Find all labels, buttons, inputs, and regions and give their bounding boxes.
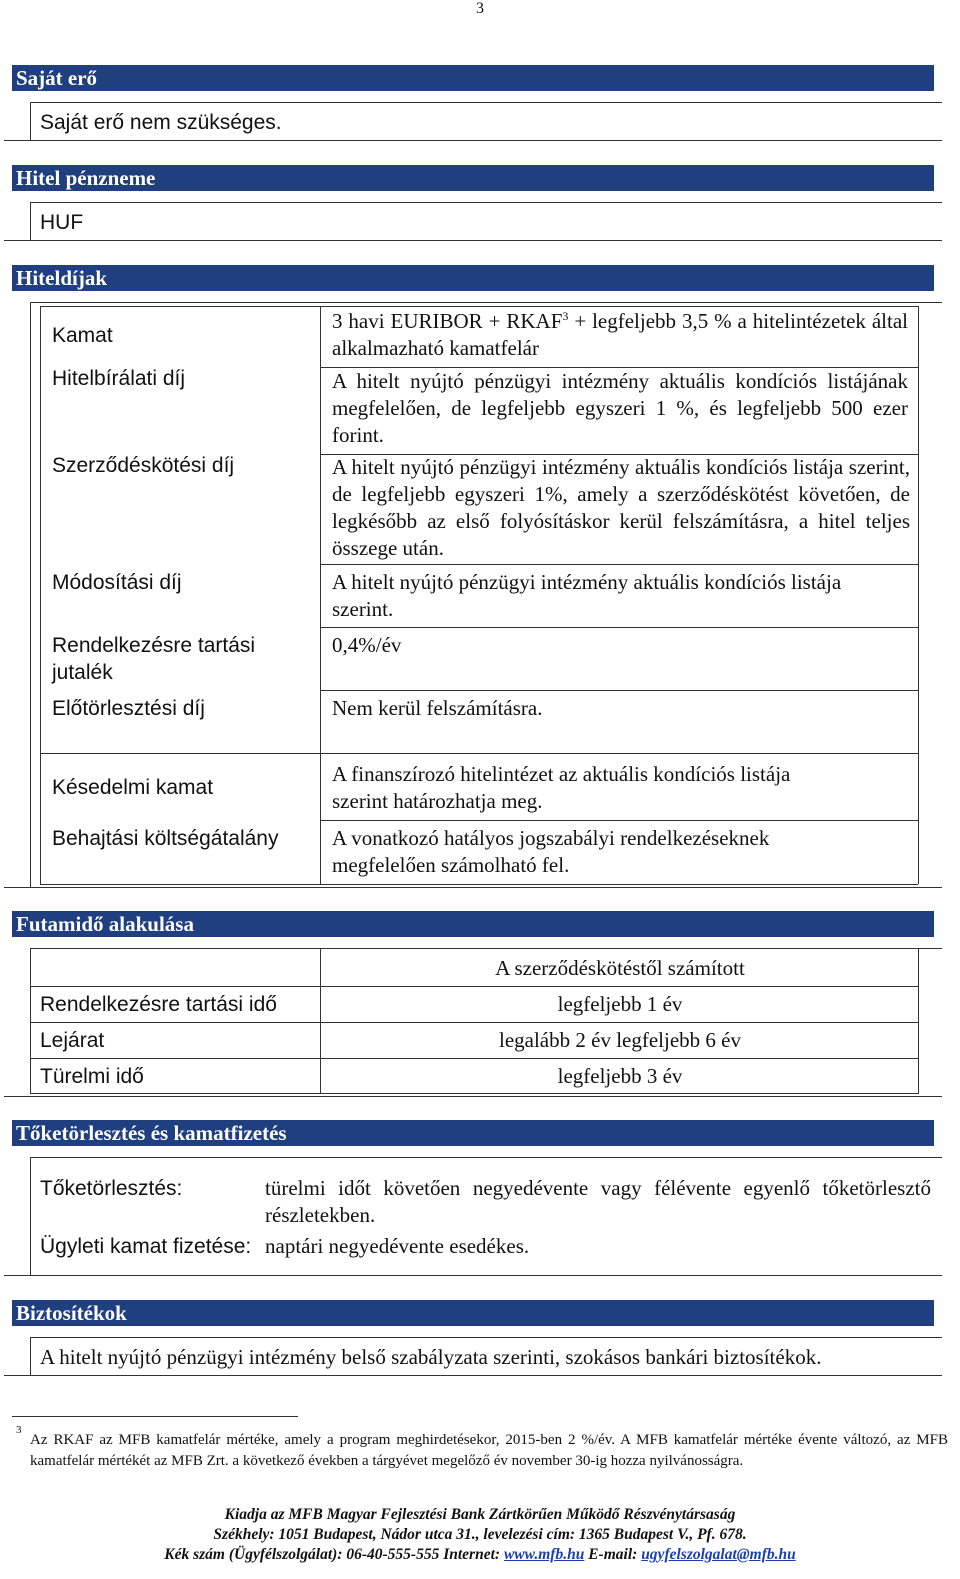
interest-payment-value: naptári negyedévente esedékes. bbox=[265, 1234, 530, 1258]
row-border bbox=[320, 627, 918, 628]
website-link[interactable]: www.mfb.hu bbox=[503, 1546, 585, 1563]
row-border bbox=[30, 1022, 918, 1023]
table-border bbox=[40, 306, 918, 307]
footnote-text: Az RKAF az MFB kamatfelár mértéke, amely a program meghirdetésekor, 2015-ben 2 %/év. A MFB kamatfelár mértéke évente változó, az MFB kamatfelár mértékét az MFB Zrt. a következő években a tárgyévet megelőző év november 30-ig hozza nyilvánosságra. bbox=[30, 1432, 948, 1469]
repayment-label: Tőketörlesztés: bbox=[40, 1177, 183, 1200]
fee-label-modositasi: Módosítási díj bbox=[52, 571, 182, 594]
footer-publisher: Kiadja az MFB Magyar Fejlesztési Bank Zártkörűen Működő Részvénytársaság bbox=[224, 1506, 736, 1523]
fee-label-rendelkezesre: Rendelkezésre tartási jutalék bbox=[52, 634, 256, 684]
section-header-biztositekok: Biztosítékok bbox=[12, 1300, 934, 1326]
divider bbox=[30, 202, 942, 203]
table-border bbox=[40, 306, 41, 884]
fee-value-rendelkezesre: 0,4%/év bbox=[332, 633, 402, 657]
divider bbox=[4, 887, 942, 888]
term-label-lejarat: Lejárat bbox=[40, 1029, 105, 1052]
divider bbox=[4, 1096, 942, 1097]
fee-value-kesedelmi: A finanszírozó hitelintézet az aktuális kondíciós listája szerint határozhatja meg. bbox=[332, 762, 791, 813]
term-value-rendelkezesre: legfeljebb 1 év bbox=[557, 992, 683, 1016]
divider bbox=[30, 1157, 942, 1158]
table-border bbox=[30, 948, 31, 1094]
fee-label-szerzodeskotesi: Szerződéskötési díj bbox=[52, 454, 235, 477]
row-border bbox=[30, 986, 918, 987]
row-border bbox=[30, 1058, 918, 1059]
footer-address: Székhely: 1051 Budapest, Nádor utca 31., levelezési cím: 1365 Budapest V., Pf. 678. bbox=[213, 1526, 747, 1543]
divider bbox=[4, 1275, 942, 1276]
fee-label-kamat: Kamat bbox=[52, 324, 113, 347]
row-border bbox=[320, 820, 918, 821]
divider bbox=[30, 1337, 31, 1375]
repayment-value: türelmi időt követően negyedévente vagy félévente egyenlő tőketörlesztő részletekben. bbox=[265, 1176, 931, 1227]
divider bbox=[30, 202, 31, 240]
term-header: A szerződéskötéstől számított bbox=[495, 956, 745, 980]
fee-value-kamat: 3 havi EURIBOR + $RKAF^3$ + legfeljebb 3,5 % a hitelintézetek által alkalmazható kamatfelár bbox=[332, 309, 908, 360]
divider bbox=[4, 1375, 942, 1376]
currency-text: HUF bbox=[40, 211, 84, 234]
fee-label-kesedelmi: Késedelmi kamat bbox=[52, 776, 214, 799]
collateral-text: A hitelt nyújtó pénzügyi intézmény belső szabályzata szerinti, szokásos bankári biztosítékok. bbox=[40, 1345, 822, 1369]
footnote-mark: 3 bbox=[16, 1424, 22, 1436]
table-border bbox=[918, 948, 919, 1094]
divider bbox=[30, 1157, 31, 1275]
table-border bbox=[918, 306, 919, 884]
divider bbox=[30, 1337, 942, 1338]
term-label-rendelkezesre: Rendelkezésre tartási idő bbox=[40, 993, 277, 1016]
table-border bbox=[40, 753, 918, 754]
table-border bbox=[320, 948, 321, 1094]
divider bbox=[4, 240, 942, 241]
term-value-lejarat: legalább 2 év legfeljebb 6 év bbox=[499, 1028, 741, 1052]
email-link[interactable]: ugyfelszolgalat@mfb.hu bbox=[641, 1546, 796, 1563]
row-border bbox=[320, 564, 918, 565]
fee-label-elotorlesztesi: Előtörlesztési díj bbox=[52, 697, 205, 720]
sajat-ero-text: Saját erő nem szükséges. bbox=[40, 111, 282, 134]
term-label-turelmi: Türelmi idő bbox=[40, 1065, 144, 1088]
divider bbox=[30, 302, 942, 303]
section-header-sajat-ero: Saját erő bbox=[12, 65, 934, 91]
divider bbox=[30, 102, 942, 103]
divider bbox=[30, 302, 31, 887]
interest-payment-label: Ügyleti kamat fizetése: bbox=[40, 1235, 252, 1258]
divider bbox=[4, 140, 942, 141]
row-border bbox=[30, 1093, 918, 1094]
fee-label-hitelbiralati: Hitelbírálati díj bbox=[52, 367, 186, 390]
page-number: 3 bbox=[476, 0, 484, 17]
fee-value-szerzodeskotesi: A hitelt nyújtó pénzügyi intézmény aktuális kondíciós listája szerint, de legfeljebb egyszeri 1%, amely a szerződéskötést követően, de legkésőbb az első folyósításkor kerül felszámításra, a hitel teljes összege után. bbox=[332, 455, 910, 560]
fee-value-elotorlesztesi: Nem kerül felszámításra. bbox=[332, 696, 543, 720]
row-border bbox=[320, 690, 918, 691]
table-border bbox=[320, 306, 321, 884]
fee-value-behajtasi: A vonatkozó hatályos jogszabályi rendelkezéseknek megfelelően számolható fel. bbox=[332, 826, 770, 877]
footnote-separator bbox=[12, 1416, 298, 1417]
divider bbox=[30, 102, 31, 140]
table-border bbox=[40, 884, 918, 885]
divider bbox=[30, 948, 942, 949]
footer-contact: Kék szám (Ügyfélszolgálat): 06-40-555-555 Internet: www.mfb.hu E-mail: ugyfelszolgalat@mfb.hu bbox=[164, 1546, 796, 1563]
term-value-turelmi: legfeljebb 3 év bbox=[557, 1064, 683, 1088]
fee-label-behajtasi: Behajtási költségátalány bbox=[52, 827, 279, 850]
section-header-futamido: Futamidő alakulása bbox=[12, 911, 934, 937]
fee-value-hitelbiralati: A hitelt nyújtó pénzügyi intézmény aktuális kondíciós listájának megfelelően, de legfeljebb egyszeri 1 %, és legfeljebb 500 ezer forint. bbox=[332, 369, 908, 447]
section-header-toketorlesztes: Tőketörlesztés és kamatfizetés bbox=[12, 1120, 934, 1146]
section-header-hiteldijak: Hiteldíjak bbox=[12, 265, 934, 291]
fee-value-modositasi: A hitelt nyújtó pénzügyi intézmény aktuális kondíciós listája szerint. bbox=[332, 570, 842, 621]
section-header-penznem: Hitel pénzneme bbox=[12, 165, 934, 191]
